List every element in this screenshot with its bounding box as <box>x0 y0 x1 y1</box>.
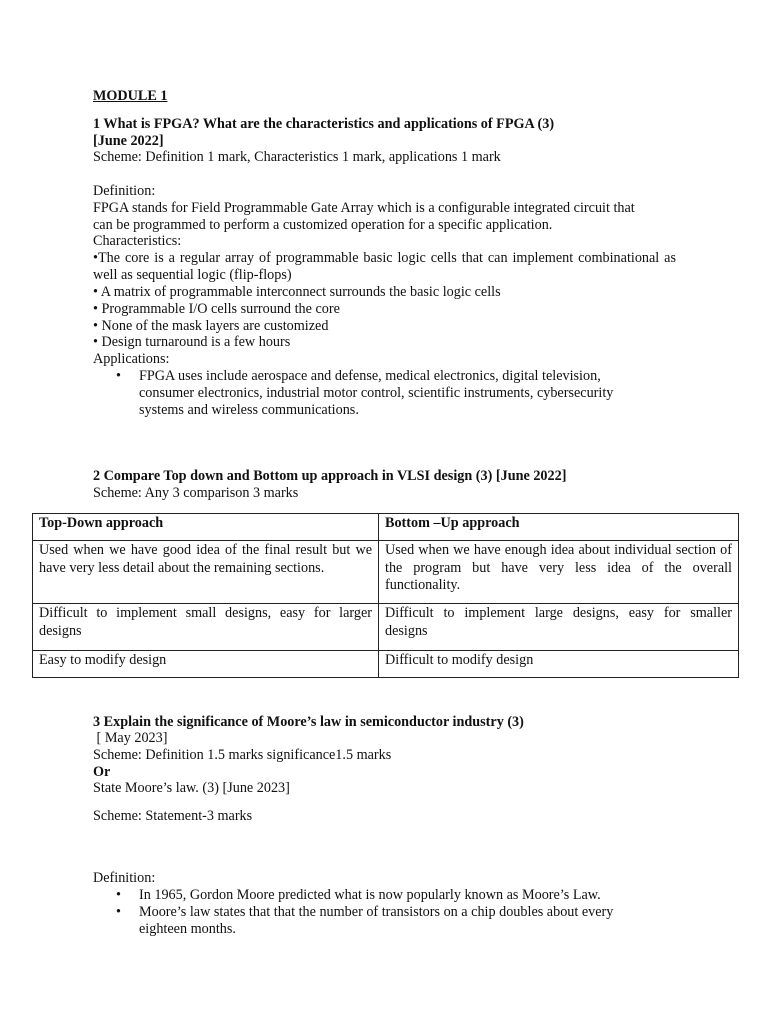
table-header-top-down: Top-Down approach <box>33 514 379 541</box>
comparison-table <box>32 513 739 678</box>
q1-definition-line: can be programmed to perform a customized operation for a specific application. <box>93 217 553 233</box>
q1-date: [June 2022] <box>93 133 164 149</box>
q1-application-line: systems and wireless communications. <box>139 402 359 418</box>
q3-or: Or <box>93 764 111 780</box>
q1-characteristic-item: • A matrix of programmable interconnect surrounds the basic logic cells <box>93 284 501 300</box>
table-cell: Difficult to modify design <box>379 651 739 678</box>
q1-application-line: consumer electronics, industrial motor control, scientific instruments, cybersecurity <box>139 385 614 401</box>
q1-definition-line: FPGA stands for Field Programmable Gate Array which is a configurable integrated circuit that <box>93 200 635 216</box>
q3-bullet-item: eighteen months. <box>139 921 236 937</box>
q3-bullet-item: Moore’s law states that that the number of transistors on a chip doubles about every <box>139 904 614 920</box>
q2-scheme: Scheme: Any 3 comparison 3 marks <box>93 485 299 501</box>
q3-alt-scheme: Scheme: Statement-3 marks <box>93 808 253 824</box>
q3-alt-question: State Moore’s law. (3) [June 2023] <box>93 780 290 796</box>
bullet-icon: • <box>116 887 121 903</box>
table-cell: Easy to modify design <box>33 651 379 678</box>
q3-definition-label: Definition: <box>93 870 156 886</box>
table-row <box>33 541 739 604</box>
q3-title: 3 Explain the significance of Moore’s law in semiconductor industry (3) <box>93 714 524 730</box>
q2-title: 2 Compare Top down and Bottom up approach in VLSI design (3) [June 2022] <box>93 468 567 484</box>
table-row <box>33 651 739 678</box>
table-header-row <box>33 514 739 541</box>
q1-applications-label: Applications: <box>93 351 170 367</box>
bullet-icon: • <box>116 904 121 920</box>
q1-application-line: FPGA uses include aerospace and defense, medical electronics, digital television, <box>139 368 601 384</box>
q1-characteristic-item: • None of the mask layers are customized <box>93 318 329 334</box>
q1-definition-label: Definition: <box>93 183 156 199</box>
table-header-bottom-up: Bottom –Up approach <box>379 514 739 541</box>
q1-characteristics-label: Characteristics: <box>93 233 182 249</box>
q3-date: [ May 2023] <box>93 730 168 746</box>
q1-scheme: Scheme: Definition 1 mark, Characteristics 1 mark, applications 1 mark <box>93 149 501 165</box>
bullet-icon: • <box>116 368 121 384</box>
q1-title: 1 What is FPGA? What are the characteristics and applications of FPGA (3) <box>93 116 555 132</box>
q1-characteristic-item: • Programmable I/O cells surround the core <box>93 301 340 317</box>
table-cell: Used when we have enough idea about individual section of the program but have very less idea of the overall functionality. <box>379 541 739 604</box>
q1-characteristic-item: • Design turnaround is a few hours <box>93 334 291 350</box>
table-cell: Used when we have good idea of the final result but we have very less detail about the remaining sections. <box>33 541 379 604</box>
q3-bullet-item: In 1965, Gordon Moore predicted what is now popularly known as Moore’s Law. <box>139 887 601 903</box>
table-row <box>33 604 739 651</box>
q1-characteristic-item: •The core is a regular array of programmable basic logic cells that can implement combinational as well as sequential logic (flip-flops) <box>93 250 676 283</box>
module-title: MODULE 1 <box>93 88 168 104</box>
table-cell: Difficult to implement small designs, easy for larger designs <box>33 604 379 651</box>
q3-scheme: Scheme: Definition 1.5 marks significance1.5 marks <box>93 747 392 763</box>
table-cell: Difficult to implement large designs, easy for smaller designs <box>379 604 739 651</box>
